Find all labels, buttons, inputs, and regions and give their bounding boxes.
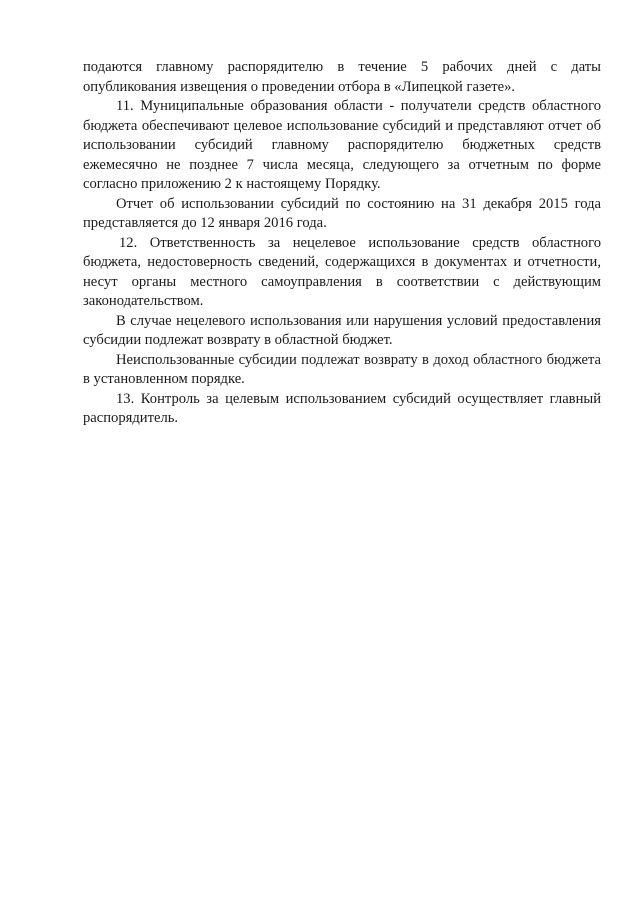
paragraph-report-date: Отчет об использовании субсидий по состоянию на 31 декабря 2015 года представляется до 12 января 2016 года.: [83, 195, 601, 231]
paragraph-item-11: 11. Муниципальные образования области - получатели средств областного бюджета обеспечивают целевое использование субсидий и представляют отчет об использовании субсидий главному распорядителю бюджетных средств ежемесячно не позднее 7 числа месяца, следующего за отчетным по форме согласно приложению 2 к настоящему Порядку.: [83, 98, 601, 192]
paragraph-misuse: В случае нецелевого использования или нарушения условий предоставления субсидии подлежат возврату в областной бюджет.: [83, 312, 601, 348]
document-body: [83, 58, 601, 429]
paragraph-item-12: 12. Ответственность за нецелевое использование средств областного бюджета, недостоверность сведений, содержащихся в документах и отчетности, несут органы местного самоуправления в соответствии с действующим законодательством.: [83, 234, 601, 309]
paragraph-continuation: подаются главному распорядителю в течение 5 рабочих дней с даты опубликования извещения о проведении отбора в «Липецкой газете».: [83, 59, 601, 95]
paragraph-unused: Неиспользованные субсидии подлежат возврату в доход областного бюджета в установленном порядке.: [83, 351, 601, 387]
paragraph-item-13: 13. Контроль за целевым использованием субсидий осуществляет главный распорядитель.: [83, 390, 601, 426]
